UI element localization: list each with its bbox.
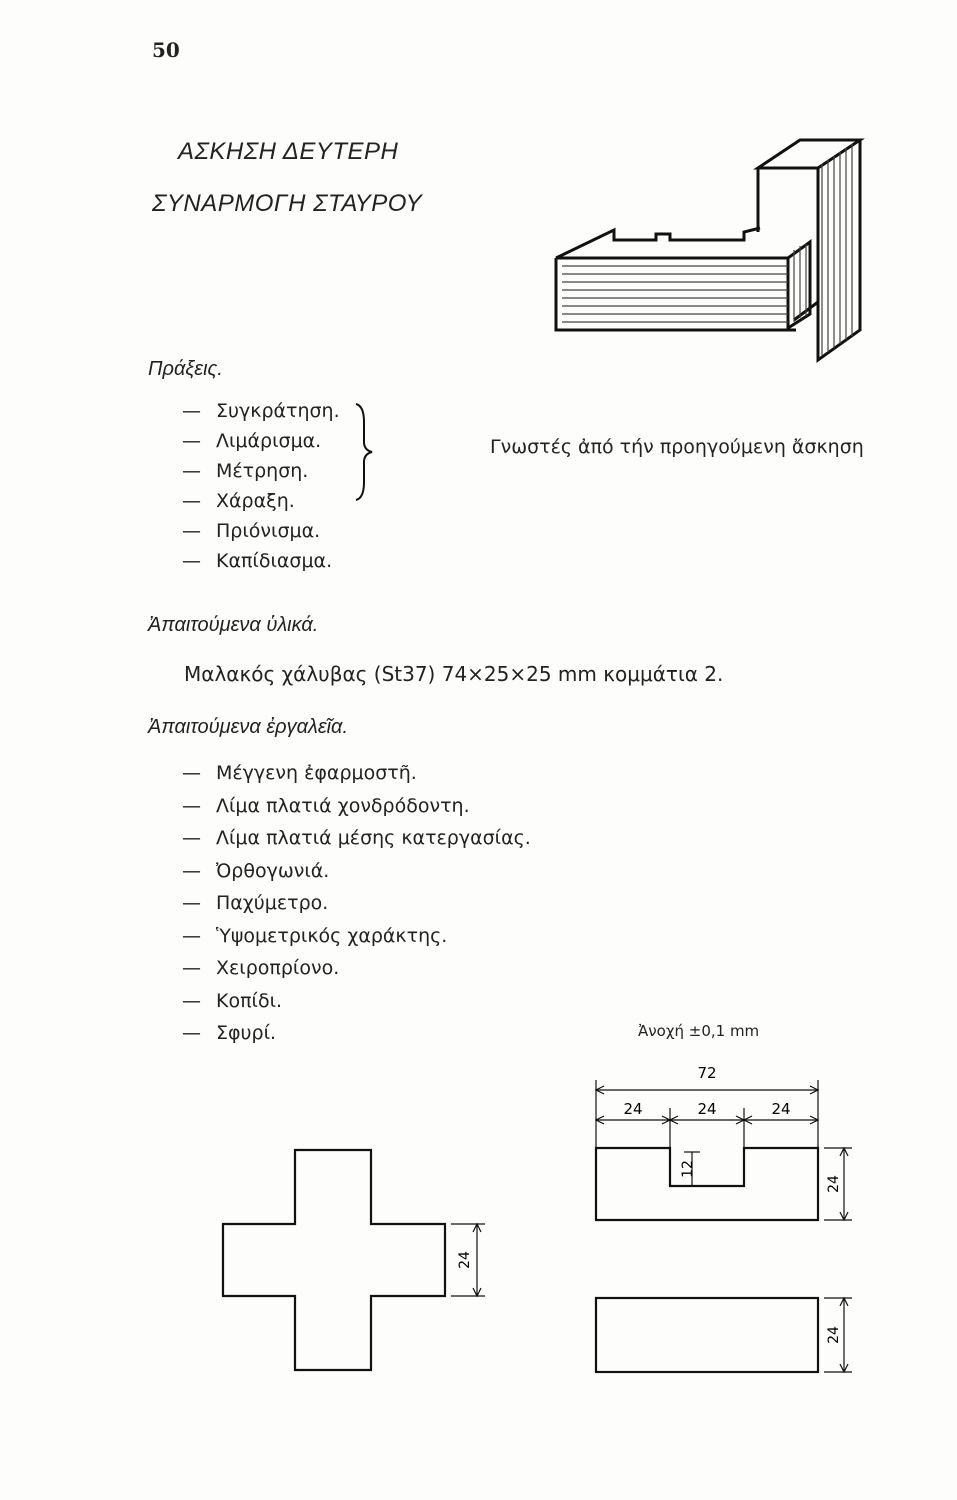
isometric-joint-drawing: [548, 130, 868, 370]
dimension-drawing: [580, 1050, 860, 1380]
operations-note: Γνωστές ἀπό τήν προηγούμενη ἄσκηση: [490, 436, 864, 458]
operations-list: [182, 400, 340, 580]
tools-heading: Ἀπαιτούμενα ἐργαλεῖα.: [148, 716, 349, 738]
cross-arm-dimension: 24: [457, 1251, 473, 1269]
list-item: — Καπίδιασμα.: [182, 550, 333, 572]
tolerance-note: Ἀνοχή ±0,1 mm: [638, 1022, 760, 1040]
list-item: — Χάραξη.: [182, 490, 295, 512]
list-item: — Χειροπρίονο.: [182, 957, 340, 979]
list-item: — Πριόνισμα.: [182, 520, 321, 542]
segment-2-dimension: 24: [697, 1100, 717, 1118]
page-number: 50: [152, 38, 180, 62]
tools-list: [182, 762, 531, 1055]
list-item: — Ὀρθογωνιά.: [182, 859, 330, 882]
segment-3-dimension: 24: [771, 1100, 791, 1118]
piece-height-bottom-dimension: 24: [826, 1326, 842, 1344]
materials-text: Μαλακός χάλυβας (St37) 74×25×25 mm κομμάτια 2.: [184, 662, 724, 686]
list-item: — Συγκράτηση.: [182, 400, 340, 422]
materials-heading: Ἀπαιτούμενα ὑλικά.: [148, 614, 319, 636]
notch-depth-dimension: 12: [680, 1160, 696, 1178]
list-item: — Μέτρηση.: [182, 460, 309, 482]
piece-height-top-dimension: 24: [826, 1175, 842, 1193]
list-item: — Λιμάρισμα.: [182, 430, 322, 452]
list-item: — Λίμα πλατιά μέσης κατεργασίας.: [182, 827, 531, 849]
exercise-subtitle: ΣΥΝΑΡΜΟΓΗ ΣΤΑΥΡΟΥ: [152, 190, 423, 217]
overall-width-dimension: 72: [697, 1064, 717, 1082]
exercise-title: ΑΣΚΗΣΗ ΔΕΥΤΕΡΗ: [178, 138, 399, 165]
list-item: — Σφυρί.: [182, 1022, 277, 1044]
segment-1-dimension: 24: [623, 1100, 643, 1118]
list-item: — Κοπίδι.: [182, 989, 283, 1012]
operations-heading: Πράξεις.: [148, 358, 223, 380]
list-item: — Παχύμετρο.: [182, 892, 329, 914]
cross-drawing: [215, 1140, 495, 1375]
list-item: — Μέγγενη ἐφαρμοστῆ.: [182, 762, 417, 784]
brace-icon: [352, 402, 376, 502]
list-item: — Λίμα πλατιά χονδρόδοντη.: [182, 794, 470, 817]
list-item: — Ὑψομετρικός χαράκτης.: [182, 924, 448, 947]
